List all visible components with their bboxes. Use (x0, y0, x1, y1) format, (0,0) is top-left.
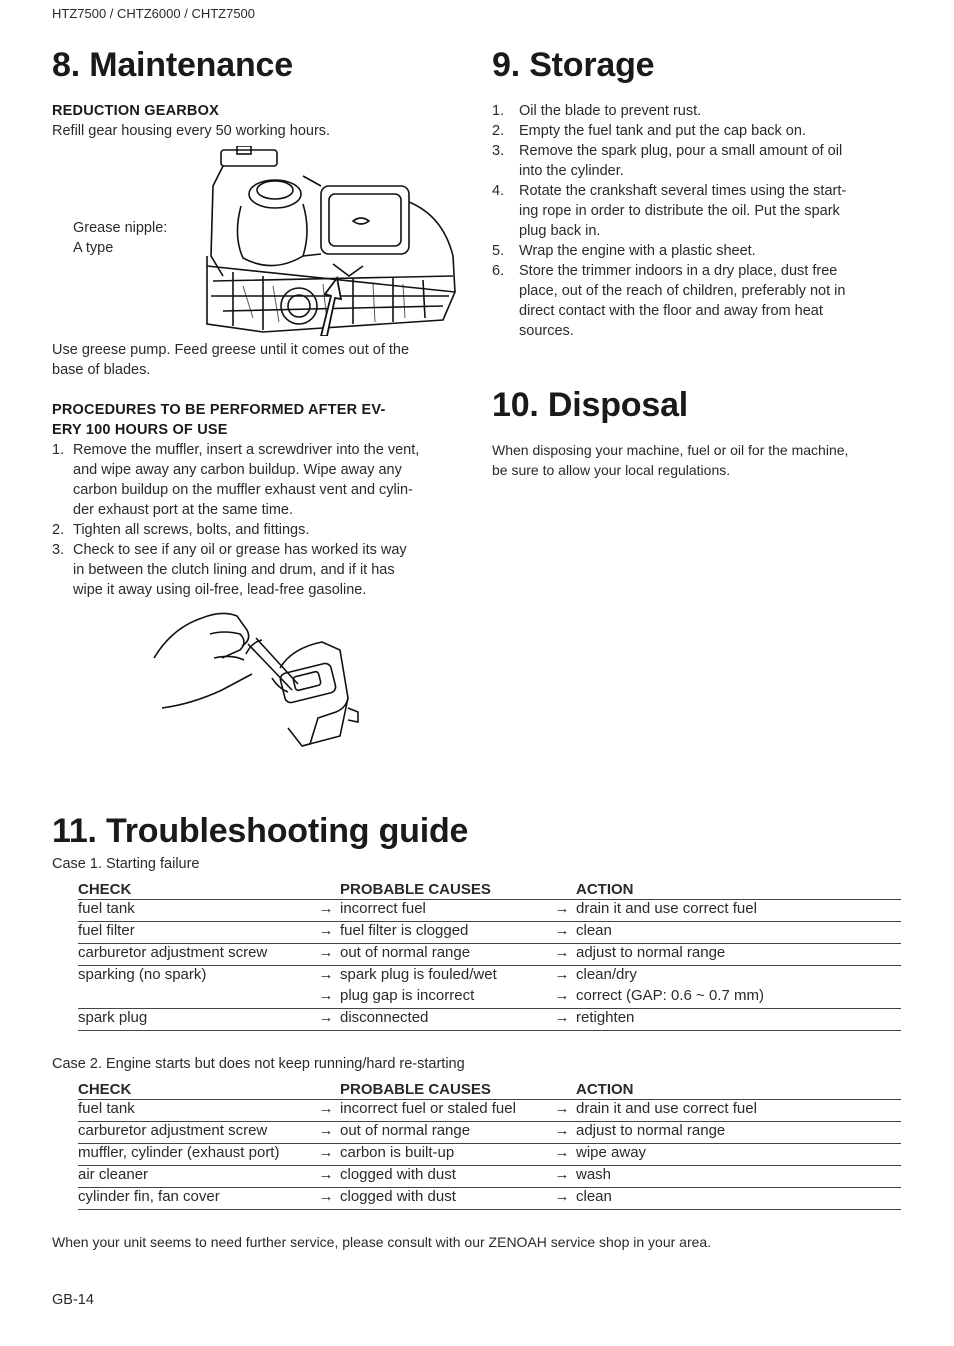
item-number: 2. (492, 123, 505, 139)
grease-label: Grease nipple: (73, 220, 168, 236)
arrow-cell: → (312, 1122, 340, 1144)
arrow-cell: → (548, 1100, 576, 1122)
item-line: Rotate the crankshaft several times using the start- (519, 183, 847, 199)
check-cell: air cleaner (78, 1166, 312, 1188)
table-header-row (78, 1079, 901, 1100)
table-header-row (78, 879, 901, 900)
arrow-cell: → (548, 1166, 576, 1188)
item-line: into the cylinder. (519, 163, 624, 179)
arrow-cell: → (318, 966, 334, 983)
item-line: ing rope in order to distribute the oil. Put the spark (519, 203, 840, 219)
item-line: direct contact with the floor and away from heat (519, 303, 823, 319)
action-cell: clean (576, 922, 901, 944)
arrow-cell: → (548, 1144, 576, 1166)
arrow-cell: → (312, 922, 340, 944)
item-number: 3. (492, 143, 505, 159)
page-number: GB-14 (52, 1292, 94, 1308)
case2-rows (78, 1100, 901, 1210)
disposal-text-line1: When disposing your machine, fuel or oil for the machine, (492, 442, 849, 458)
arrow-cell: → (548, 1009, 576, 1031)
check-cell: carburetor adjustment screw (78, 944, 312, 966)
action-cell: adjust to normal range (576, 944, 901, 966)
table-row (78, 944, 901, 966)
item-line: Tighten all screws, bolts, and fittings. (73, 522, 310, 538)
disposal-text-line2: be sure to allow your local regulations. (492, 462, 731, 478)
arrow-cell: → (312, 900, 340, 922)
cause-cell: out of normal range (340, 944, 548, 966)
check-cell: sparking (no spark) (78, 966, 207, 983)
check-cell: cylinder fin, fan cover (78, 1188, 312, 1210)
arrow-cell: → (312, 1100, 340, 1122)
item-line: Check to see if any oil or grease has worked its way (73, 542, 407, 558)
item-line: place, out of the reach of children, preferably not in (519, 283, 846, 299)
arrow-cell: → (312, 1144, 340, 1166)
item-line: Remove the spark plug, pour a small amount of oil (519, 143, 843, 159)
action-cell: wash (576, 1166, 901, 1188)
procedures-heading-line2: ERY 100 HOURS OF USE (52, 422, 228, 438)
cause-cell: spark plug is fouled/wet (340, 966, 497, 983)
storage-title: 9. Storage (492, 46, 655, 84)
header-action: ACTION (576, 1079, 901, 1100)
table-row (78, 1122, 901, 1144)
cause-cell: disconnected (340, 1009, 548, 1031)
procedures-heading-line1: PROCEDURES TO BE PERFORMED AFTER EV- (52, 402, 386, 418)
maintenance-title: 8. Maintenance (52, 46, 293, 84)
table-row (78, 1166, 901, 1188)
service-note: When your unit seems to need further service, please consult with our ZENOAH service shop in your area. (52, 1234, 712, 1250)
pump-text-line1: Use greese pump. Feed greese until it comes out of the (52, 342, 410, 358)
item-number: 2. (52, 522, 65, 538)
action-cell: drain it and use correct fuel (576, 900, 901, 922)
storage-list (492, 101, 901, 341)
case1-title: Case 1. Starting failure (52, 856, 200, 872)
action-cell: correct (GAP: 0.6 ~ 0.7 mm) (576, 987, 901, 1009)
header-causes: PROBABLE CAUSES (340, 1079, 548, 1100)
storage-item (492, 181, 901, 241)
header-causes: PROBABLE CAUSES (340, 879, 548, 900)
procedure-item (52, 540, 464, 600)
storage-item (492, 121, 901, 141)
item-line: wipe it away using oil-free, lead-free gasoline. (73, 582, 367, 598)
item-line: in between the clutch lining and drum, and if it has (73, 562, 395, 578)
check-cell: spark plug (78, 1009, 312, 1031)
item-number: 4. (492, 183, 505, 199)
action-cell: wipe away (576, 1144, 901, 1166)
arrow-cell: → (312, 944, 340, 966)
arrow-cell: → (312, 1188, 340, 1210)
check-cell (78, 987, 312, 1009)
cause-cell: carbon is built-up (340, 1144, 548, 1166)
cause-cell: clogged with dust (340, 1188, 548, 1210)
troubleshooting-title: 11. Troubleshooting guide (52, 812, 469, 850)
item-number: 3. (52, 542, 65, 558)
action-cell: retighten (576, 1009, 901, 1031)
table-row (78, 900, 901, 922)
item-line: Store the trimmer indoors in a dry place, dust free (519, 263, 838, 279)
storage-item (492, 101, 901, 121)
arrow-cell: → (312, 1166, 340, 1188)
arrow-cell: → (554, 966, 570, 983)
arrow-cell: → (312, 987, 340, 1009)
storage-item (492, 141, 901, 181)
cause-cell: out of normal range (340, 1122, 548, 1144)
item-line: der exhaust port at the same time. (73, 502, 294, 518)
cause-cell: incorrect fuel (340, 900, 548, 922)
cause-cell: clogged with dust (340, 1166, 548, 1188)
procedure-item (52, 520, 464, 540)
disposal-title: 10. Disposal (492, 386, 689, 424)
cause-cell: fuel filter is clogged (340, 922, 548, 944)
procedure-item (52, 440, 464, 520)
table-row (78, 1100, 901, 1122)
check-cell: fuel tank (78, 1100, 312, 1122)
table-row (78, 966, 901, 988)
arrow-cell: → (548, 922, 576, 944)
storage-item (492, 241, 901, 261)
item-line: and wipe away any carbon buildup. Wipe away any (73, 462, 402, 478)
item-number: 6. (492, 263, 505, 279)
table-row (78, 1009, 901, 1031)
document-header: HTZ7500 / CHTZ6000 / CHTZ7500 (52, 6, 256, 21)
case1-table (78, 879, 901, 1031)
case1-rows (78, 900, 901, 1031)
storage-item (492, 261, 901, 341)
arrow-cell: → (548, 900, 576, 922)
arrow-cell: → (312, 1009, 340, 1031)
arrow-cell: → (548, 944, 576, 966)
pump-text-line2: base of blades. (52, 362, 151, 378)
case2-table (78, 1079, 901, 1210)
gearbox-illustration (203, 146, 463, 336)
item-line: carbon buildup on the muffler exhaust vent and cylin- (73, 482, 413, 498)
table-row (78, 1188, 901, 1210)
item-line: Remove the muffler, insert a screwdriver into the vent, (73, 442, 420, 458)
arrow-cell: → (548, 987, 576, 1009)
action-cell: drain it and use correct fuel (576, 1100, 901, 1122)
procedures-list (52, 440, 464, 600)
grease-type-label: A type (73, 240, 114, 256)
case2-title: Case 2. Engine starts but does not keep running/hard re-starting (52, 1056, 465, 1072)
gearbox-text: Refill gear housing every 50 working hours. (52, 123, 331, 139)
check-cell: carburetor adjustment screw (78, 1122, 312, 1144)
item-line: plug back in. (519, 223, 601, 239)
check-cell: muffler, cylinder (exhaust port) (78, 1144, 312, 1166)
header-action: ACTION (576, 879, 901, 900)
action-cell: adjust to normal range (576, 1122, 901, 1144)
item-line: Wrap the engine with a plastic sheet. (519, 243, 756, 259)
gearbox-heading: REDUCTION GEARBOX (52, 103, 219, 119)
item-number: 1. (52, 442, 65, 458)
check-cell: fuel tank (78, 900, 312, 922)
cause-cell: incorrect fuel or staled fuel (340, 1100, 548, 1122)
item-number: 5. (492, 243, 505, 259)
action-cell: clean/dry (576, 966, 637, 983)
check-cell: fuel filter (78, 922, 312, 944)
table-row (78, 1144, 901, 1166)
item-line: sources. (519, 323, 574, 339)
header-check: CHECK (78, 1079, 312, 1100)
arrow-cell: → (548, 1122, 576, 1144)
cause-cell: plug gap is incorrect (340, 987, 548, 1009)
muffler-cleaning-illustration (152, 608, 364, 750)
item-line: Oil the blade to prevent rust. (519, 103, 702, 119)
item-line: Empty the fuel tank and put the cap back on. (519, 123, 806, 139)
arrow-cell: → (548, 1188, 576, 1210)
table-row (78, 922, 901, 944)
action-cell: clean (576, 1188, 901, 1210)
item-number: 1. (492, 103, 505, 119)
table-row (78, 987, 901, 1009)
header-check: CHECK (78, 879, 312, 900)
